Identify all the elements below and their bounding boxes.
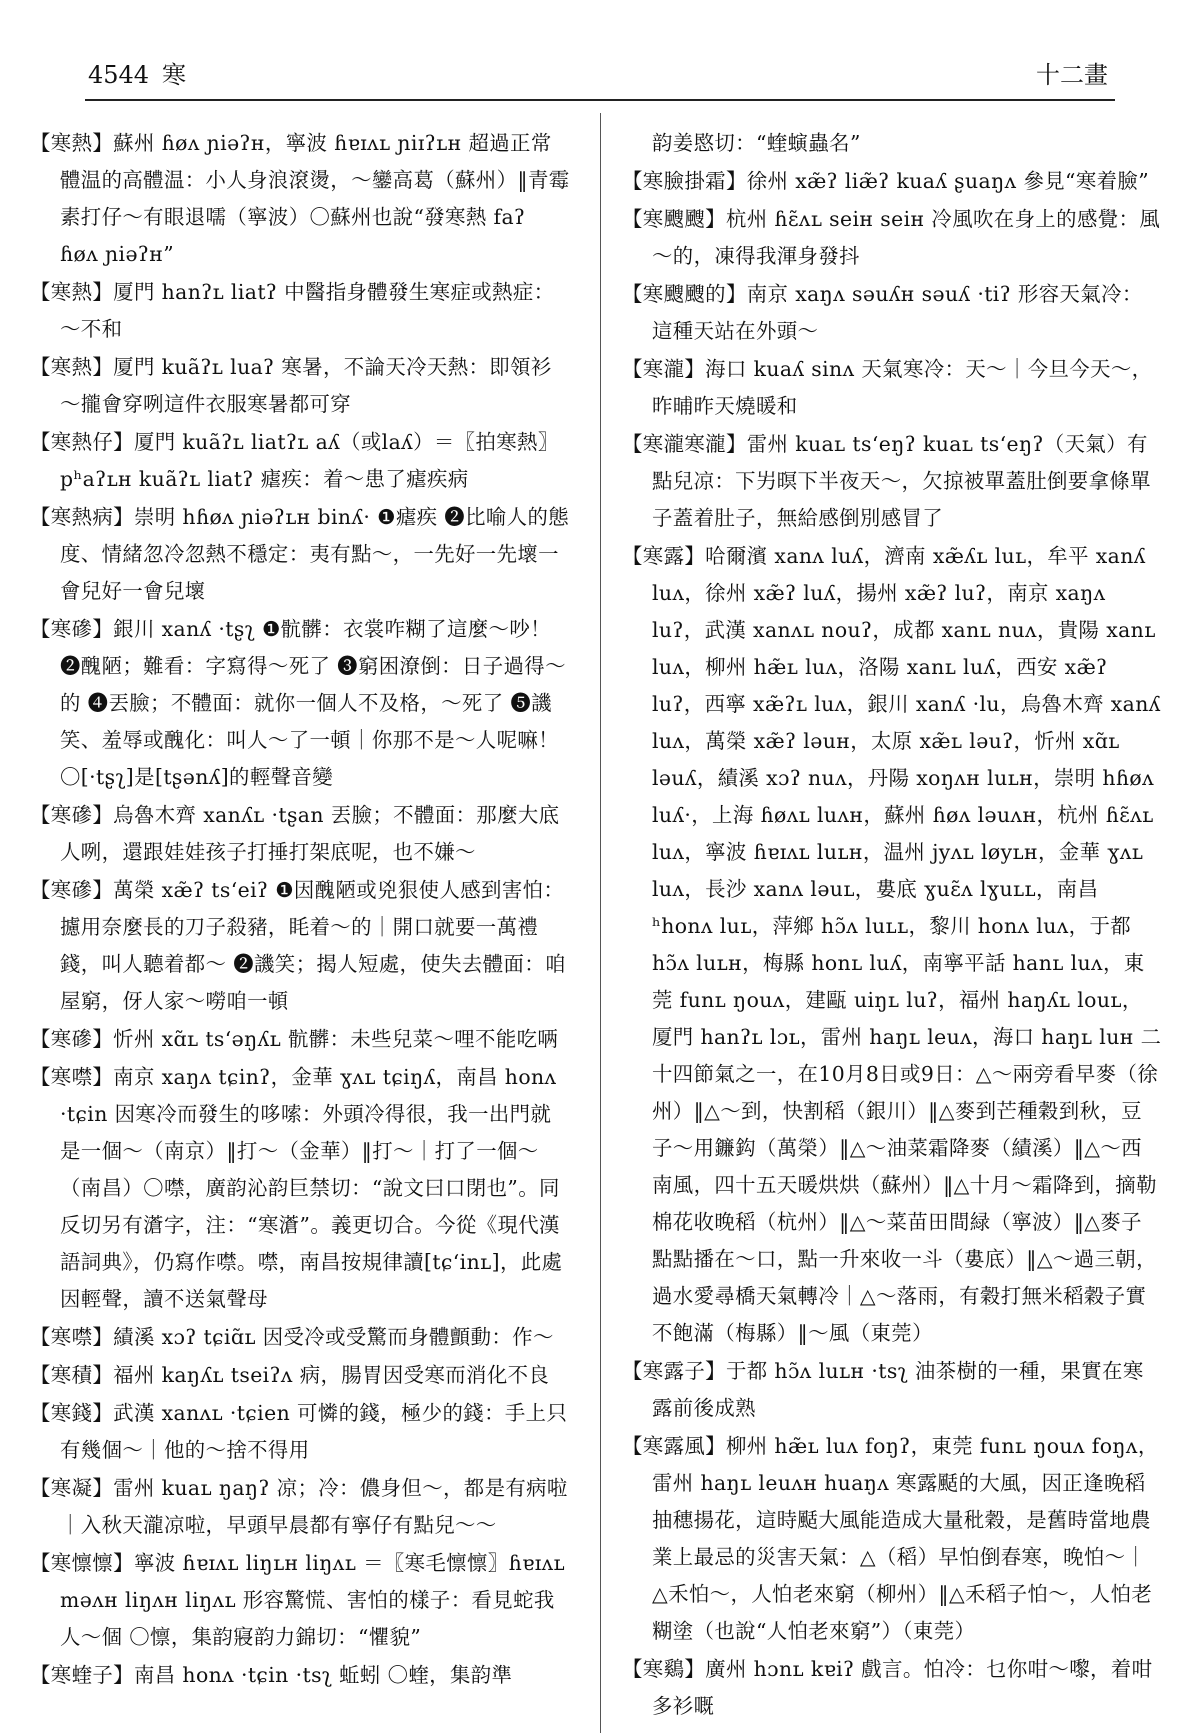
dictionary-entry: 【寒熱病】崇明 hɦøʌ ɲiəʔʟʜ binʎ· ❶瘧疾 ❷比喻人的態度、情緒忽冷忽熱不穩定：夷有點～，一先好一先壞一會兒好一會兒壞 [30,505,570,603]
dictionary-entry: 【寒磣】銀川 xanʎ ·tʂʅ ❶骯髒：衣裳咋糊了這麼～吵！❷醜陋；難看：字寫得～死了 ❸窮困潦倒：日子過得～的 ❹丟臉；不體面：就你一個人不及格，～死了 ❺譏笑、羞辱或醜化：叫人～了一頓｜你那不是～人呢嘛！〇[·tʂʅ]是[tʂənʎ]的輕聲音變 [30,617,566,789]
dictionary-entry: 【寒鷄】廣州 hɔnʟ kɐiʔ 戲言。怕冷：乜你咁～嚟，着咁多衫嘅 [622,1657,1153,1718]
dictionary-entry: 【寒懔懔】寧波 ɦɐɪʌʟ liŋʟʜ liŋʌʟ ＝〖寒毛懔懔〗ɦɐɪʌʟ məʌʜ liŋʌʜ liŋʌʟ 形容驚慌、害怕的樣子：看見蛇我人～個 〇懔，集韵寢韵力錦切：“懼貌” [30,1551,566,1649]
dictionary-entry: 【寒熱】厦門 kuãʔʟ luaʔ 寒暑，不論天冷天熱：即領衫～攏會穿咧這件衣服寒暑都可穿 [30,355,552,416]
dictionary-entry-continuation: 韵姜愍切：“蝰螾蟲名” [652,131,861,155]
header-character: 寒 [162,61,186,89]
dictionary-entry: 【寒凝】雷州 kuaʟ ŋaŋʔ 凉；冷：儂身但～，都是有病啦｜入秋天瀧凉啦，早頭早晨都有寧仔有點兒～～ [30,1476,568,1537]
dictionary-entry: 【寒露風】柳州 hæ̃ʟ luʌ foŋʔ，東莞 funʟ ŋouʌ foŋʌ，雷州 haŋʟ leuʌʜ huaŋʌ 寒露颳的大風，因正逢晚稻抽穗揚花，這時颳大風能造成大量秕穀，是舊時當地農業上最忌的災害天氣：△（稻）早怕倒春寒，晚怕～｜△禾怕～，人怕老來窮（柳州）‖△禾稻子怕～，人怕老糊塗（也說“人怕老來窮”）（東莞） [622,1434,1159,1643]
column-divider [600,113,601,1733]
dictionary-entry: 【寒蝰子】南昌 honʌ ·tɕin ·tsʅ 蚯蚓 〇蝰，集韵準 [30,1663,513,1687]
page-number: 4544 [88,61,150,89]
page-header [88,60,1108,100]
dictionary-entry: 【寒積】福州 kaŋʎʟ tseiʔʌ 病，腸胃因受寒而消化不良 [30,1363,550,1387]
dictionary-entry: 【寒磣】忻州 xɑ̃ʟ tsʻəŋʎʟ 骯髒：未些兒菜～哩不能吃唡 [30,1027,559,1051]
dictionary-entry: 【寒磣】萬榮 xæ̃ʔ tsʻeiʔ ❶因醜陋或兇狠使人感到害怕：攄用奈麼長的刀子殺豬，眊着～的｜開口就要一萬禮錢，叫人聽着都～ ❷譏笑；揭人短處，使失去體面：咱屋窮，伢人家～嘮咱一頓 [30,878,566,1013]
dictionary-entry: 【寒臉掛霜】徐州 xæ̃ʔ liæ̃ʔ kuaʎ ʂuaŋʌ 參見“寒着臉” [622,169,1150,193]
dictionary-entry: 【寒露子】于都 hɔ̃ʌ luʟʜ ·tsʅ 油茶樹的一種，果實在寒露前後成熟 [622,1359,1144,1420]
dictionary-entry: 【寒熱仔】厦門 kuãʔʟ liatʔʟ aʎ（或laʎ）＝〖拍寒熱〗pʰaʔʟʜ kuãʔʟ liatʔ 瘧疾：着～患了瘧疾病 [30,430,559,491]
stroke-section-label: 十二畫 [1036,61,1108,89]
dictionary-entry: 【寒熱】蘇州 ɦøʌ ɲiəʔʜ，寧波 ɦɐɪʌʟ ɲiɪʔʟʜ 超過正常體温的高體温：小人身浪滾燙，～鑾高葛（蘇州）‖青霉素打仔～有眼退嚅（寧波）〇蘇州也說“發寒熱 faʔ ɦøʌ ɲiəʔʜ” [30,131,570,266]
dictionary-entry: 【寒露】哈爾濱 xanʌ luʎ，濟南 xæ̃ʎʟ luʟ，牟平 xanʎ luʌ，徐州 xæ̃ʔ luʎ，揚州 xæ̃ʔ luʔ，南京 xaŋʌ luʔ，武漢 xanʌʟ nouʔ，成都 xanʟ nuʌ，貴陽 xanʟ luʌ，柳州 hæ̃ʟ luʌ，洛陽 xanʟ luʎ，西安 xæ̃ʔ luʔ，西寧 xæ̃ʔʟ luʌ，銀川 xanʎ ·lu，烏魯木齊 xanʎ luʌ，萬榮 xæ̃ʔ ləuʜ，太原 xæ̃ʟ ləuʔ，忻州 xɑ̃ʟ ləuʎ，績溪 xɔʔ nuʌ，丹陽 xoŋʌʜ luʟʜ，崇明 hɦøʌ luʎ·，上海 ɦøʌʟ luʌʜ，蘇州 ɦøʌ ləuʌʜ，杭州 ɦɛ̃ʌʟ luʌ，寧波 ɦɐɪʌʟ luʟʜ，温州 jyʌʟ løyʟʜ，金華 ɣʌʟ luʌ，長沙 xanʌ ləuʟ，婁底 ɣuɛ̃ʌ lɣuʟʟ，南昌 ʰhonʌ luʟ，萍鄉 hɔ̃ʌ luʟʟ，黎川 honʌ luʌ，于都 hɔ̃ʌ luʟʜ，梅縣 honʟ luʎ，南寧平話 hanʟ luʌ，東莞 funʟ ŋouʌ，建甌 uiŋʟ luʔ，福州 haŋʎʟ louʟ，厦門 hanʔʟ lɔʟ，雷州 haŋʟ leuʌ，海口 haŋʟ luʜ 二十四節氣之一，在10月8日或9日：△～兩旁看早麥（徐州）‖△～到，快割稻（銀川）‖△麥到芒種穀到秋，豆子～用鐮鈎（萬榮）‖△～油菜霜降麥（績溪）‖△～西南風，四十五天暖烘烘（蘇州）‖△十月～霜降到，摘勒棉花收晚稻（杭州）‖△～菜苗田間緑（寧波）‖△麥子點點播在～口，點一升來收一斗（婁底）‖△～過三朝，過水愛尋橋天氣轉冷｜△～落雨，有穀打無米稻穀子實不飽滿（梅縣）‖～風（東莞） [622,544,1162,1345]
dictionary-entry: 【寒颼颼】杭州 ɦɛ̃ʌʟ seiʜ seiʜ 冷風吹在身上的感覺：風～的，凍得我渾身發抖 [622,207,1161,268]
dictionary-entry: 【寒噤】績溪 xɔʔ tɕiɑ̃ʟ 因受冷或受驚而身體顫動：作～ [30,1325,554,1349]
right-column [622,125,1162,1726]
header-rule [85,99,1115,101]
dictionary-entry: 【寒熱】厦門 hanʔʟ liatʔ 中醫指身體發生寒症或熱症：～不和 [30,280,555,341]
dictionary-entry: 【寒瀧】海口 kuaʎ sinʌ 天氣寒冷：天～｜今旦今天～，昨晡昨天燒暖和 [622,357,1153,418]
dictionary-entry: 【寒錢】武漢 xanʌʟ ·tɕien 可憐的錢，極少的錢：手上只有幾個～｜他的～捨不得用 [30,1401,568,1462]
dictionary-entry: 【寒瀧寒瀧】雷州 kuaʟ tsʻeŋʔ kuaʟ tsʻeŋʔ（天氣）有點兒凉：下屴暝下半夜天～，欠掠被單蓋肚倒要拿條單子蓋着肚子，無給感倒別感冒了 [622,432,1151,530]
dictionary-entry: 【寒噤】南京 xaŋʌ tɕinʔ，金華 ɣʌʟ tɕiŋʎ，南昌 honʌ ·tɕin 因寒冷而發生的哆嗦：外頭冷得很，我一出門就是一個～（南京）‖打～（金華）‖打～｜打了一個～（南昌）〇噤，廣韵沁韵巨禁切：“說文曰口閉也”。同反切另有濸字，注：“寒濸”。義更切合。今從《現代漢語詞典》，仍寫作噤。噤，南昌按規律讀[tɕʻinʟ]，此處因輕聲，讀不送氣聲母 [30,1065,563,1311]
dictionary-entry: 【寒磣】烏魯木齊 xanʎʟ ·tʂan 丟臉；不體面：那麼大底人咧，還跟娃娃孩子打捶打架底呢，也不嫌～ [30,803,560,864]
left-column [30,125,570,1695]
dictionary-entry: 【寒颼颼的】南京 xaŋʌ səuʎʜ səuʎ ·tiʔ 形容天氣冷：這種天站在外頭～ [622,282,1143,343]
